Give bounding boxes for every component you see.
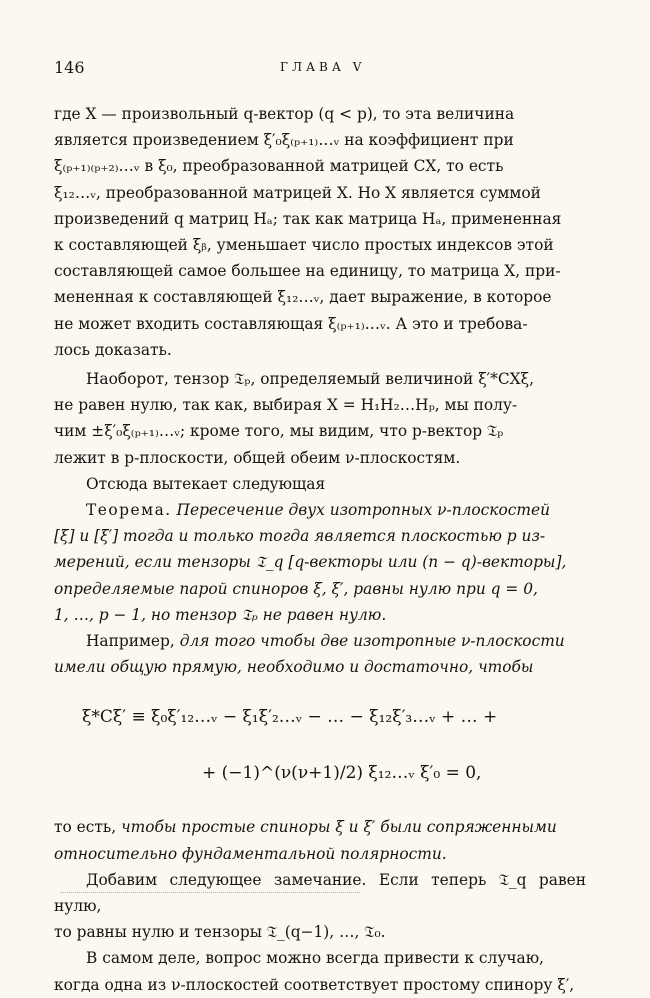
text-line: произведений q матриц Hₐ; так как матрица Hₐ, примененная [54, 209, 562, 228]
print-smudge [60, 892, 360, 896]
formula-line-2: + (−1)^(ν(ν+1)/2) ξ₁₂…ᵥ ξ′₀ = 0, [202, 763, 482, 784]
paragraph-theorem [54, 497, 586, 628]
text-line: Отсюда вытекает следующая [86, 474, 326, 493]
paragraph-after-formula [54, 814, 586, 866]
text-line: лось доказать. [54, 340, 172, 359]
paragraph-remark [54, 867, 586, 946]
text-line: составляющей самое большее на единицу, то матрица X, при- [54, 262, 561, 281]
example-lead: Например, [86, 632, 175, 651]
page-header [54, 58, 610, 78]
paragraph-proof-end [54, 101, 586, 363]
theorem-text: 1, …, p − 1, но тензор 𝔗ₚ не равен нулю. [54, 605, 387, 624]
formula-line-1: ξ*Cξ′ ≡ ξ₀ξ′₁₂…ᵥ − ξ₁ξ′₂…ᵥ − … − ξ₁₂ξ′₃…ᵥ + … + [82, 707, 498, 728]
theorem-text: мерений, если тензоры 𝔗_q [q-векторы или (n − q)-векторы], [54, 553, 567, 572]
theorem-text: [ξ] и [ξ′] тогда и только тогда является плоскостью p из- [54, 527, 546, 546]
paragraph-indeed [54, 945, 586, 997]
text-line: ξ₍ₚ₊₁₎₍ₚ₊₂₎…ᵥ в ξ₀, преобразованной матрицей CX, то есть [54, 157, 504, 176]
text-line: к составляющей ξᵦ, уменьшает число простых индексов этой [54, 236, 554, 255]
running-head: ГЛАВА V [280, 60, 366, 74]
theorem-text: Пересечение двух изотропных ν-плоскостей [171, 501, 550, 520]
text-line: для того чтобы две изотропные ν-плоскости [174, 632, 565, 651]
paragraph-consequence [54, 471, 586, 497]
text-line: Добавим следующее замечание. Если теперь 𝔗_q равен нулю, [54, 870, 586, 916]
paragraph-example [54, 628, 586, 680]
paragraph-converse [54, 366, 586, 471]
text-line: то есть, [54, 818, 117, 837]
text-line: В самом деле, вопрос можно всегда привести к случаю, [86, 949, 545, 968]
text-line: Наоборот, тензор 𝔗ₚ, определяемый величиной ξ′*CXξ, [86, 370, 534, 389]
text-line: где X — произвольный q-вектор (q < p), то эта величина [54, 105, 515, 123]
text-line: относительно фундаментальной полярности. [54, 844, 447, 863]
page-body [54, 101, 586, 998]
text-line: является произведением ξ′₀ξ₍ₚ₊₁₎…ᵥ на коэффициент при [54, 131, 514, 150]
text-line: мененная к составляющей ξ₁₂…ᵥ, дает выражение, в которое [54, 288, 552, 307]
theorem-text: определяемые парой спиноров ξ, ξ′, равны нулю при q = 0, [54, 579, 538, 598]
text-line: не может входить составляющая ξ₍ₚ₊₁₎…ᵥ. А это и требова- [54, 314, 528, 333]
text-line: не равен нулю, так как, выбирая X = H₁H₂…Hₚ, мы полу- [54, 396, 518, 415]
theorem-label: Теорема. [86, 501, 172, 520]
text-line: лежит в p-плоскости, общей обеим ν-плоскостям. [54, 448, 461, 467]
text-line: чим ±ξ′₀ξ₍ₚ₊₁₎…ᵥ; кроме того, мы видим, что p-вектор 𝔗ₚ [54, 422, 504, 441]
page-number: 146 [54, 58, 85, 77]
text-line: чтобы простые спиноры ξ и ξ′ были сопряженными [116, 818, 557, 837]
text-line: то равны нулю и тензоры 𝔗_(q−1), …, 𝔗₀. [54, 923, 386, 942]
text-line: ξ₁₂…ᵥ, преобразованной матрицей X. Но X является суммой [54, 183, 541, 202]
text-line: когда одна из ν-плоскостей соответствует простому спинору ξ′, [54, 975, 575, 994]
text-line: имели общую прямую, необходимо и достаточно, чтобы [54, 658, 534, 677]
